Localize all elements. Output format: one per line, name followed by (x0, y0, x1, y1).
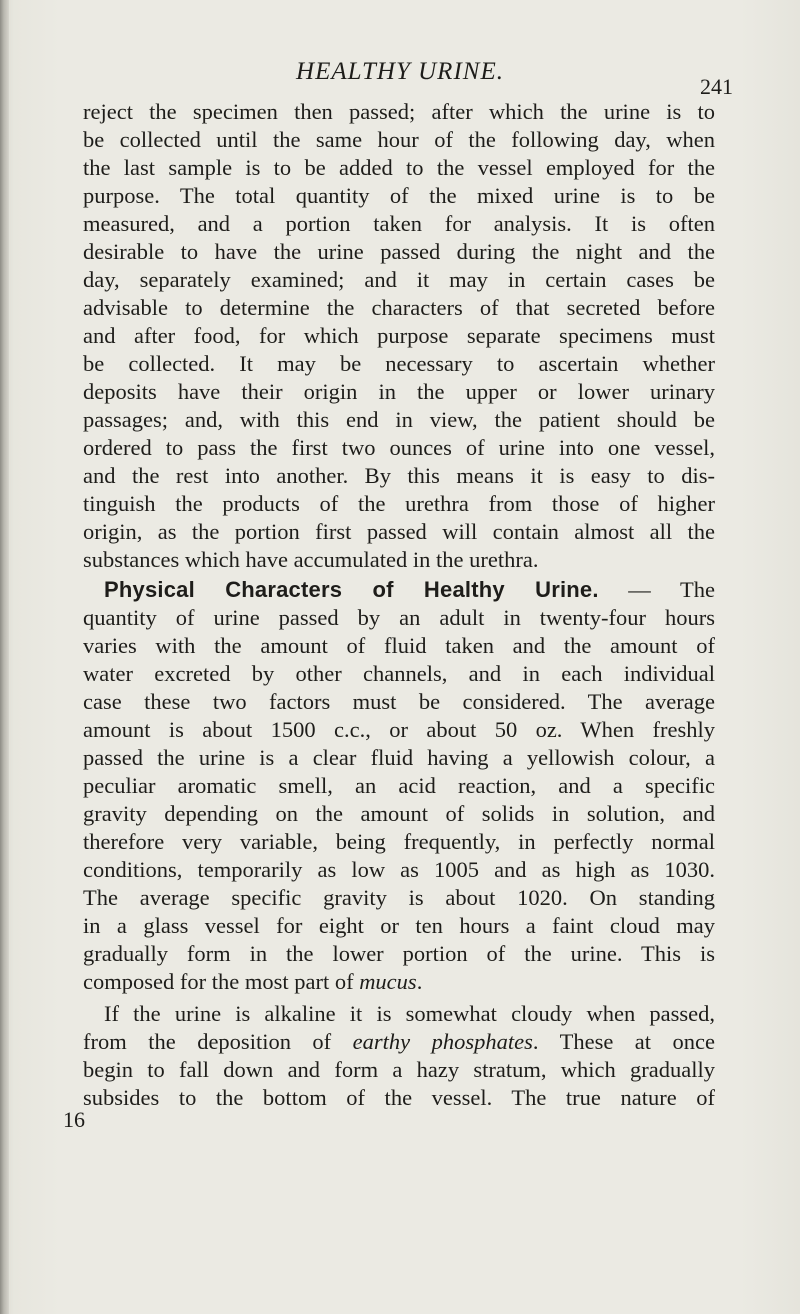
text-line: and after food, for which purpose separate specimens must (83, 323, 715, 348)
text-line: passages; and, with this end in view, the patient should be (83, 407, 715, 432)
text-line: amount is about 1500 c.c., or about 50 oz. When freshly (83, 717, 715, 742)
text-line: in a glass vessel for eight or ten hours a faint cloud may (83, 913, 715, 938)
text-line: gravity depending on the amount of solids in solution, and (83, 801, 715, 826)
text-line: desirable to have the urine passed during the night and the (83, 239, 715, 264)
text-line: be collected until the same hour of the following day, when (83, 127, 715, 152)
italic-term: earthy phosphates (352, 1029, 533, 1054)
text-line: The average specific gravity is about 1020. On standing (83, 885, 715, 910)
text-line: substances which have accumulated in the urethra. (83, 547, 539, 572)
text-line: reject the specimen then passed; after which the urine is to (83, 99, 715, 124)
text-run: from the deposition of (83, 1029, 353, 1054)
text-line: origin, as the portion first passed will contain almost all the (83, 519, 715, 544)
text-line: quantity of urine passed by an adult in twenty-four hours (83, 605, 715, 630)
text-line: the last sample is to be added to the vessel employed for the (83, 155, 715, 180)
text-line: deposits have their origin in the upper or lower urinary (83, 379, 715, 404)
text-line: and the rest into another. By this means it is easy to dis- (83, 463, 715, 488)
text-line (83, 968, 715, 996)
text-line: passed the urine is a clear fluid having a yellowish colour, a (83, 745, 715, 770)
signature-mark: 16 (63, 1107, 85, 1132)
text-line: If the urine is alkaline it is somewhat cloudy when passed, (104, 1001, 715, 1026)
section-heading-line (104, 576, 715, 604)
text-line: subsides to the bottom of the vessel. The true nature of (83, 1085, 715, 1110)
text-line: purpose. The total quantity of the mixed urine is to be (83, 183, 715, 208)
running-title: HEALTHY URINE. (296, 58, 504, 85)
text-line: advisable to determine the characters of that secreted before (83, 295, 715, 320)
text-line: ordered to pass the first two ounces of urine into one vessel, (83, 435, 715, 460)
text-run: composed for the most part of (83, 969, 360, 994)
text-line: case these two factors must be considered. The average (83, 689, 715, 714)
text-line: be collected. It may be necessary to ascertain whether (83, 351, 715, 376)
text-line: day, separately examined; and it may in certain cases be (83, 267, 715, 292)
text-line: water excreted by other channels, and in each individual (83, 661, 715, 686)
text-line: peculiar aromatic smell, an acid reaction, and a specific (83, 773, 715, 798)
heading-run-in-text: — The (628, 577, 715, 602)
section-heading: Physical Characters of Healthy Urine. (104, 577, 599, 602)
italic-term: mucus (359, 969, 417, 994)
text-line: conditions, temporarily as low as 1005 and as high as 1030. (83, 857, 715, 882)
text-line: tinguish the products of the urethra from those of higher (83, 491, 715, 516)
text-run: . These at once (532, 1029, 716, 1054)
text-line: gradually form in the lower portion of the urine. This is (83, 941, 715, 966)
text-line: measured, and a portion taken for analysis. It is often (83, 211, 715, 236)
text-line: therefore very variable, being frequently, in perfectly normal (83, 829, 715, 854)
text-line (83, 1028, 715, 1056)
page-number: 241 (700, 74, 733, 99)
text-line: varies with the amount of fluid taken and the amount of (83, 633, 715, 658)
text-line: begin to fall down and form a hazy stratum, which gradually (83, 1057, 715, 1082)
text-run: . (416, 969, 423, 994)
